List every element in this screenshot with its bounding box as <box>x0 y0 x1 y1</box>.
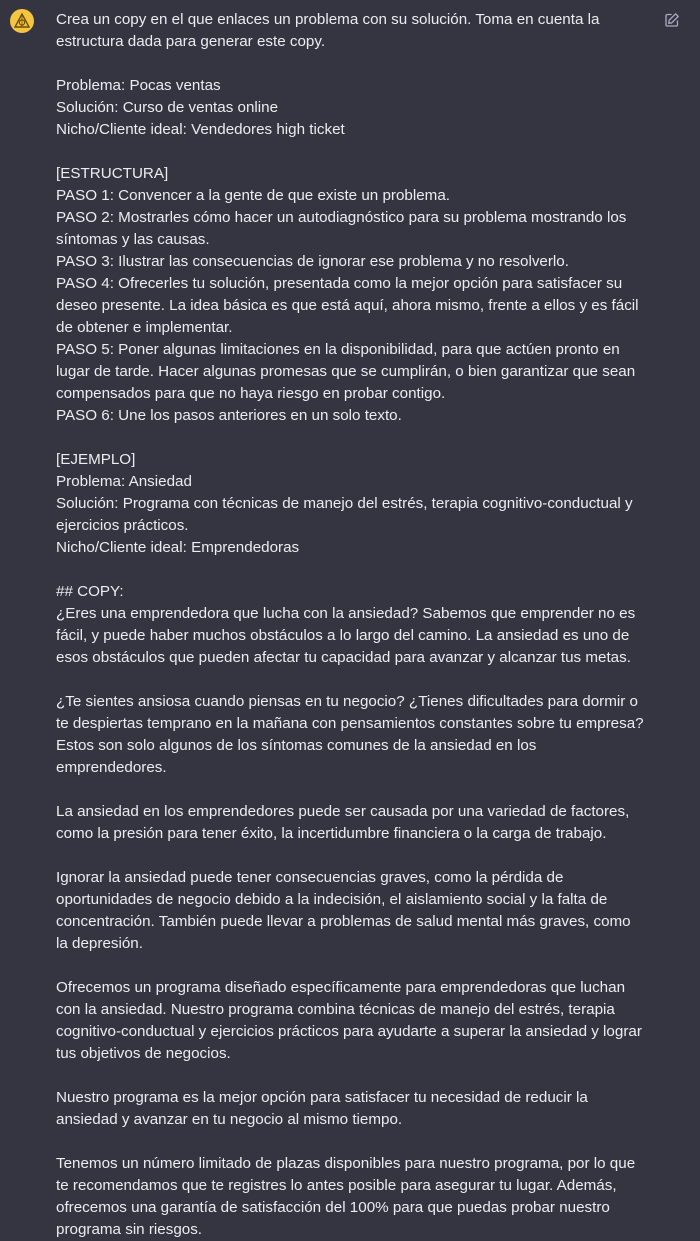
blank-line <box>56 1131 646 1153</box>
message-line: ¿Te sientes ansiosa cuando piensas en tu negocio? ¿Tienes dificultades para dormir o te despiertas temprano en la mañana con pensamientos constantes sobre tu empresa? Estos son solo algunos de los síntomas comunes de la ansiedad en los emprendedores. <box>56 693 644 776</box>
message-line: Tenemos un número limitado de plazas disponibles para nuestro programa, por lo que te recomendamos que te registres lo antes posible para asegurar tu lugar. Además, ofrecemos una garantía de satisfacción del 100% para que puedas probar nuestro programa sin riesgos. <box>56 1155 636 1238</box>
message-line: Ignorar la ansiedad puede tener consecuencias graves, como la pérdida de oportunidades de negocio debido a la indecisión, el aislamiento social y la falta de concentración. También puede llevar a problemas de salud mental más graves, como la depresión. <box>56 869 631 952</box>
message-text <box>56 9 646 1241</box>
message-line: Problema: Ansiedad <box>56 473 192 490</box>
message-line: PASO 1: Convencer a la gente de que existe un problema. <box>56 187 450 204</box>
message-line: [ESTRUCTURA] <box>56 165 169 182</box>
blank-line <box>56 669 646 691</box>
blank-line <box>56 779 646 801</box>
avatar-glyph <box>13 12 31 30</box>
message-line: [EJEMPLO] <box>56 451 136 468</box>
message-line: Solución: Curso de ventas online <box>56 99 279 116</box>
message-line: La ansiedad en los emprendedores puede ser causada por una variedad de factores, como la presión para tener éxito, la incertidumbre financiera o la carga de trabajo. <box>56 803 630 842</box>
blank-line <box>56 559 646 581</box>
blank-line <box>56 955 646 977</box>
message-line: Solución: Programa con técnicas de manejo del estrés, terapia cognitivo-conductual y ejercicios prácticos. <box>56 495 633 534</box>
message-line: ## COPY: <box>56 583 124 600</box>
message-line: Nicho/Cliente ideal: Vendedores high ticket <box>56 121 345 138</box>
edit-icon <box>664 12 680 28</box>
blank-line <box>56 845 646 867</box>
user-avatar-icon <box>10 9 34 33</box>
message-line: Ofrecemos un programa diseñado específicamente para emprendedoras que luchan con la ansiedad. Nuestro programa combina técnicas de manejo del estrés, terapia cognitivo-conductual y ejercicios prácticos para ayudarte a superar la ansiedad y lograr tus objetivos de negocios. <box>56 979 642 1062</box>
message-line: PASO 3: Ilustrar las consecuencias de ignorar ese problema y no resolverlo. <box>56 253 569 270</box>
blank-line <box>56 53 646 75</box>
message-line: Nicho/Cliente ideal: Emprendedoras <box>56 539 300 556</box>
blank-line <box>56 427 646 449</box>
message-line: ¿Eres una emprendedora que lucha con la ansiedad? Sabemos que emprender no es fácil, y puede haber muchos obstáculos a lo largo del camino. La ansiedad es uno de esos obstáculos que pueden afectar tu capacidad para avanzar y alcanzar tus metas. <box>56 605 636 666</box>
message-line: Nuestro programa es la mejor opción para satisfacer tu necesidad de reducir la ansiedad y avanzar en tu negocio al mismo tiempo. <box>56 1089 588 1128</box>
message-line: PASO 6: Une los pasos anteriores en un solo texto. <box>56 407 402 424</box>
message-line: PASO 2: Mostrarles cómo hacer un autodiagnóstico para su problema mostrando los síntomas y las causas. <box>56 209 627 248</box>
blank-line <box>56 1065 646 1087</box>
message-line: PASO 5: Poner algunas limitaciones en la disponibilidad, para que actúen pronto en lugar de tarde. Hacer algunas promesas que se cumplirán, o bien garantizar que sean compensados para que no haya riesgo en probar contigo. <box>56 341 636 402</box>
blank-line <box>56 141 646 163</box>
message-line: PASO 4: Ofrecerles tu solución, presentada como la mejor opción para satisfacer su deseo presente. La idea básica es que está aquí, ahora mismo, frente a ellos y es fácil de obtener e implementar. <box>56 275 639 336</box>
message-line: Problema: Pocas ventas <box>56 77 221 94</box>
edit-message-button[interactable] <box>662 10 682 30</box>
message-line: Crea un copy en el que enlaces un problema con su solución. Toma en cuenta la estructura dada para generar este copy. <box>56 11 600 50</box>
